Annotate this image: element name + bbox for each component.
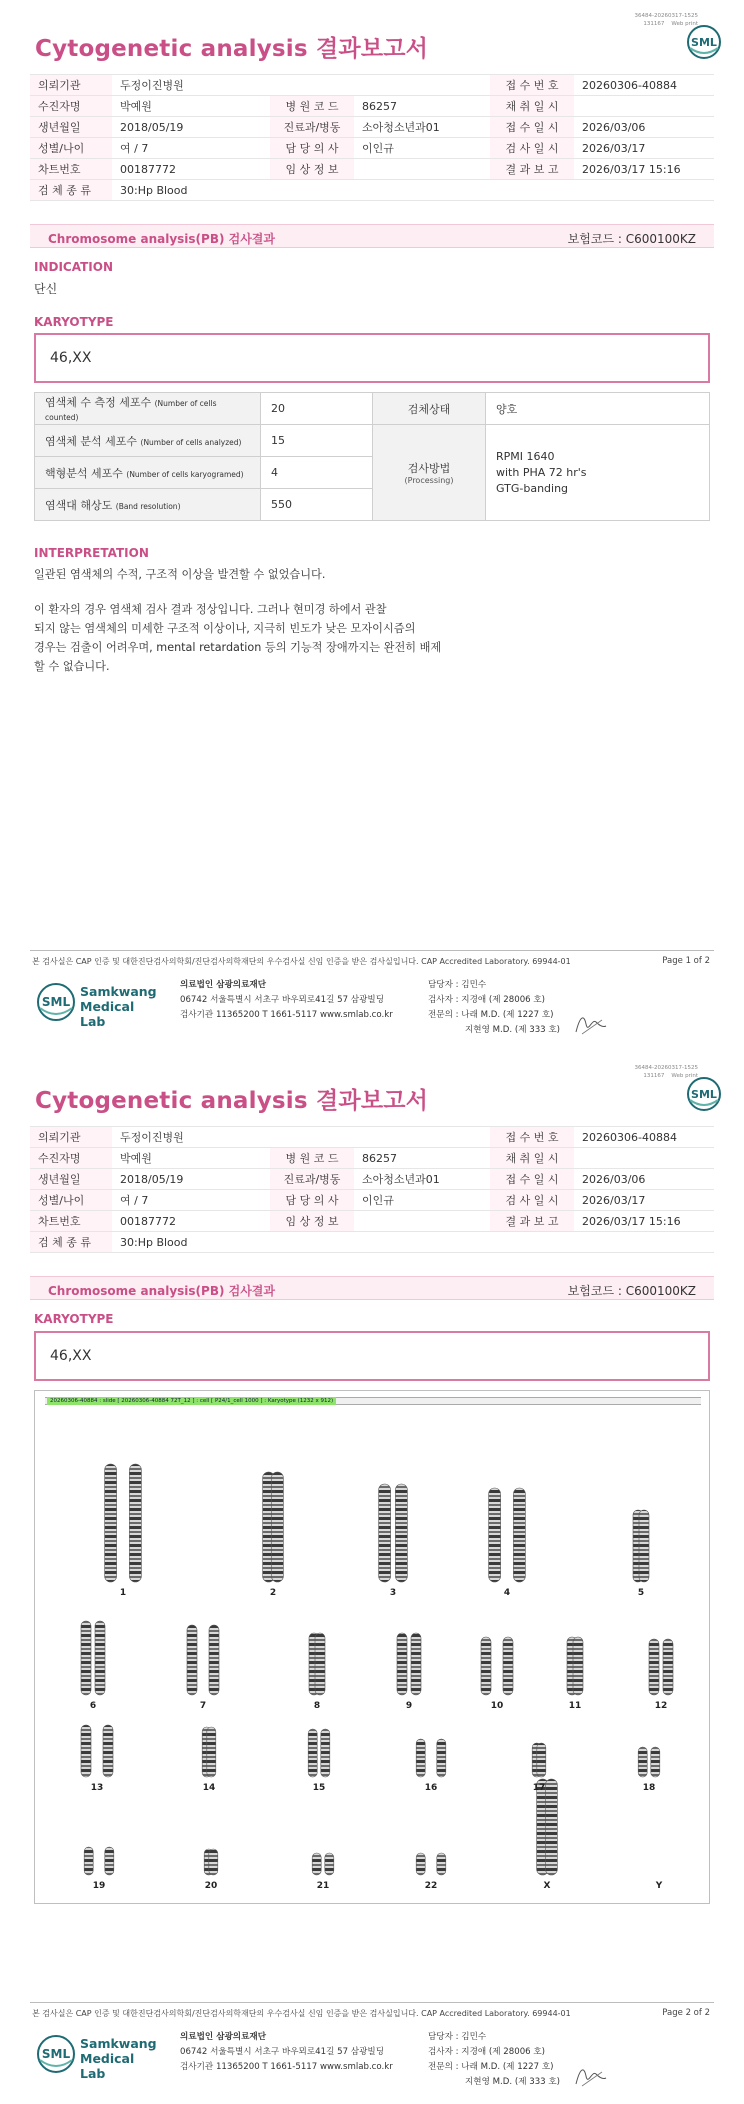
chromosome-22-chromatid-1 (416, 1853, 425, 1875)
insurance-code: 보험코드 : C600100KZ (567, 1284, 696, 1298)
karyotype-heading: KARYOTYPE (34, 315, 114, 329)
chromosome-14-chromatid-2 (207, 1727, 216, 1777)
chromosome-label-15: 15 (312, 1783, 326, 1793)
karyotype-value: 46,XX (50, 350, 92, 366)
chromosome-19-chromatid-2 (105, 1847, 114, 1875)
receipt-no-label: 접 수 번 호 (490, 75, 574, 96)
chromosome-3-chromatid-2 (395, 1484, 407, 1582)
institution-value: 두정이진병원 (112, 75, 490, 96)
sex-age-value: 여 / 7 (112, 138, 270, 159)
samkwang-logo (36, 978, 157, 1029)
staff-info: 담당자 : 김민수 검사자 : 지경애 (제 28006 호) 전문의 : 나래 M.D. (제 1227 호) 지현영 M.D. (제 333 호) (428, 2032, 561, 2087)
collection-label: 채 취 일 시 (490, 1148, 574, 1169)
chromosome-label-X: X (543, 1881, 551, 1891)
chromosome-22-chromatid-2 (437, 1853, 446, 1875)
footer-divider (30, 950, 714, 951)
chromosome-label-4: 4 (503, 1588, 511, 1598)
chromosome-15-chromatid-1 (308, 1729, 317, 1777)
chromosome-12-chromatid-2 (663, 1639, 673, 1695)
report-value: 2026/03/17 15:16 (574, 1211, 714, 1232)
cells-analyzed-value: 15 (261, 425, 373, 457)
result-section-bar (30, 224, 714, 248)
sml-mark-icon (36, 2034, 76, 2074)
receipt-date-label: 접 수 일 시 (490, 117, 574, 138)
sml-logo (686, 24, 722, 60)
chromosome-10-chromatid-2 (503, 1637, 513, 1695)
chromosome-18-chromatid-2 (651, 1747, 660, 1777)
birth-value: 2018/05/19 (112, 1169, 270, 1190)
chromosome-12-chromatid-1 (649, 1639, 659, 1695)
chromosome-label-16: 16 (424, 1783, 438, 1793)
chromosome-label-17: 17 (532, 1783, 546, 1793)
chromosome-label-9: 9 (405, 1701, 413, 1711)
report-label: 결 과 보 고 (490, 159, 574, 180)
birth-label: 생년월일 (30, 117, 112, 138)
chromosome-label-14: 14 (202, 1783, 216, 1793)
chromosome-21-chromatid-2 (325, 1853, 334, 1875)
samkwang-logo (36, 2030, 157, 2081)
page-number: Page 1 of 2 (662, 956, 710, 966)
receipt-no-value: 20260306-40884 (574, 1127, 714, 1148)
page-number: Page 2 of 2 (662, 2008, 710, 2018)
collection-value (574, 96, 714, 117)
interpretation-summary: 일관된 염색체의 수적, 구조적 이상을 발견할 수 없었습니다. (34, 568, 326, 581)
chromosome-16-chromatid-2 (437, 1739, 446, 1777)
specimen-status-value: 양호 (486, 393, 710, 425)
chromosome-4-chromatid-1 (489, 1488, 501, 1582)
birth-label: 생년월일 (30, 1169, 112, 1190)
staff-info: 담당자 : 김민수 검사자 : 지경애 (제 28006 호) 전문의 : 나래 M.D. (제 1227 호) 지현영 M.D. (제 333 호) (428, 980, 561, 1035)
karyogram-image (34, 1390, 710, 1904)
doctor-value: 이인규 (354, 138, 490, 159)
patient-label: 수진자명 (30, 1148, 112, 1169)
receipt-date-value: 2026/03/06 (574, 1169, 714, 1190)
hospital-code-label: 병 원 코 드 (270, 96, 354, 117)
institution-label: 의뢰기관 (30, 75, 112, 96)
chromosome-label-11: 11 (568, 1701, 582, 1711)
method-label: 검사방법 (Processing) (373, 425, 486, 521)
clinical-label: 임 상 정 보 (270, 1211, 354, 1232)
dept-value: 소아청소년과01 (354, 1169, 490, 1190)
cells-counted-value: 20 (261, 393, 373, 425)
institution-value: 두정이진병원 (112, 1127, 490, 1148)
hospital-code-value: 86257 (354, 1148, 490, 1169)
karyotype-heading: KARYOTYPE (34, 1312, 114, 1326)
specimen-label: 검 체 종 류 (30, 1232, 112, 1253)
chromosome-2-chromatid-2 (271, 1472, 283, 1582)
patient-info-table (30, 74, 714, 201)
doctor-label: 담 당 의 사 (270, 1190, 354, 1211)
patient-value: 박예원 (112, 96, 270, 117)
dept-label: 진료과/병동 (270, 1169, 354, 1190)
chromosome-10-chromatid-1 (481, 1637, 491, 1695)
clinical-label: 임 상 정 보 (270, 159, 354, 180)
chromosome-11-chromatid-2 (573, 1637, 583, 1695)
chromosome-13-chromatid-1 (81, 1725, 91, 1777)
sex-age-label: 성별/나이 (30, 1190, 112, 1211)
chromosome-label-13: 13 (90, 1783, 104, 1793)
chromosome-6-chromatid-2 (95, 1621, 105, 1695)
svg-text:SML: SML (41, 995, 71, 1009)
dept-label: 진료과/병동 (270, 117, 354, 138)
clinical-value (354, 1211, 490, 1232)
cell-analysis-table (34, 392, 710, 521)
chromosome-1-chromatid-2 (129, 1464, 141, 1582)
chromosome-label-7: 7 (199, 1701, 207, 1711)
chromosome-label-21: 21 (316, 1881, 330, 1891)
chromosome-4-chromatid-2 (513, 1488, 525, 1582)
hospital-code-value: 86257 (354, 96, 490, 117)
interpretation-heading: INTERPRETATION (34, 546, 149, 560)
clinical-value (354, 159, 490, 180)
chart-value: 00187772 (112, 159, 270, 180)
chromosome-label-5: 5 (637, 1588, 645, 1598)
lab-name: Samkwang Medical Lab (80, 2036, 157, 2081)
indication-heading: INDICATION (34, 260, 113, 274)
chart-value: 00187772 (112, 1211, 270, 1232)
chromosome-7-chromatid-1 (187, 1625, 197, 1695)
institution-info: 의료법인 삼광의료재단 06742 서울특별시 서초구 바우뫼로41길 57 삼광빌딩 검사기관 11365200 T 1661-5117 www.smlab.co.kr (180, 980, 393, 1020)
chromosome-label-Y: Y (655, 1881, 663, 1891)
collection-label: 채 취 일 시 (490, 96, 574, 117)
dept-value: 소아청소년과01 (354, 117, 490, 138)
interpretation-text: 이 환자의 경우 염색체 검사 결과 정상입니다. 그러나 현미경 하에서 관찰 되지 않는 염색체의 미세한 구조적 이상이나, 지극히 빈도가 낮은 모자이시즘의 경우는 검출이 어려우며, mental retardation 등의 기능적 장애까지는 완전히 배제 할 수 없습니다. (34, 603, 442, 673)
specimen-status-label: 검체상태 (373, 393, 486, 425)
doctor-value: 이인규 (354, 1190, 490, 1211)
test-date-label: 검 사 일 시 (490, 1190, 574, 1211)
patient-label: 수진자명 (30, 96, 112, 117)
chart-label: 차트번호 (30, 1211, 112, 1232)
chromosome-label-8: 8 (313, 1701, 321, 1711)
result-section-bar (30, 1276, 714, 1300)
receipt-no-label: 접 수 번 호 (490, 1127, 574, 1148)
report-title: Cytogenetic analysis 결과보고서 (35, 1088, 429, 1114)
chromosome-15-chromatid-2 (321, 1729, 330, 1777)
chromosome-label-6: 6 (89, 1701, 97, 1711)
chromosome-20-chromatid-2 (209, 1849, 218, 1875)
chromosome-9-chromatid-1 (397, 1633, 407, 1695)
report-title: Cytogenetic analysis 결과보고서 (35, 36, 429, 62)
specimen-value: 30:Hp Blood (112, 1232, 714, 1253)
sml-mark-icon (36, 982, 76, 1022)
patient-info-table (30, 1126, 714, 1253)
birth-value: 2018/05/19 (112, 117, 270, 138)
institution-label: 의뢰기관 (30, 1127, 112, 1148)
footer-divider (30, 2002, 714, 2003)
chromosome-label-10: 10 (490, 1701, 504, 1711)
chromosome-label-12: 12 (654, 1701, 668, 1711)
chromosome-3-chromatid-1 (379, 1484, 391, 1582)
chromosome-X-chromatid-2 (545, 1779, 557, 1875)
report-label: 결 과 보 고 (490, 1211, 574, 1232)
chromosome-19-chromatid-1 (84, 1847, 93, 1875)
cells-karyogramed-value: 4 (261, 457, 373, 489)
cap-statement: 본 검사실은 CAP 인증 및 대한진단검사의학회/진단검사의학재단의 우수검사실 신임 인증을 받은 검사실입니다. CAP Accredited Laboratory. 69944-01 (32, 957, 571, 966)
method-value: RPMI 1640 with PHA 72 hr's GTG-banding (486, 425, 710, 521)
chromosome-label-19: 19 (92, 1881, 106, 1891)
lab-name: Samkwang Medical Lab (80, 984, 157, 1029)
sml-logo (686, 1076, 722, 1112)
chromosome-label-2: 2 (269, 1588, 277, 1598)
karyotype-box (34, 333, 710, 383)
karyogram-chromosomes (35, 1391, 711, 1905)
chromosome-label-20: 20 (204, 1881, 218, 1891)
chromosome-21-chromatid-1 (312, 1853, 321, 1875)
signature (572, 2062, 608, 2090)
chromosome-13-chromatid-2 (103, 1725, 113, 1777)
receipt-no-value: 20260306-40884 (574, 75, 714, 96)
cells-analyzed-label: 염색체 분석 세포수 (Number of cells analyzed) (35, 425, 261, 457)
band-resolution-label: 염색대 해상도 (Band resolution) (35, 489, 261, 521)
chromosome-5-chromatid-2 (639, 1510, 649, 1582)
karyotype-value: 46,XX (50, 1348, 92, 1364)
hospital-code-label: 병 원 코 드 (270, 1148, 354, 1169)
result-section-title: Chromosome analysis(PB) 검사결과 (48, 232, 275, 246)
institution-info: 의료법인 삼광의료재단 06742 서울특별시 서초구 바우뫼로41길 57 삼광빌딩 검사기관 11365200 T 1661-5117 www.smlab.co.kr (180, 2032, 393, 2072)
indication-text: 단신 (34, 282, 58, 296)
result-section-title: Chromosome analysis(PB) 검사결과 (48, 1284, 275, 1298)
cells-karyogramed-label: 핵형분석 세포수 (Number of cells karyogramed) (35, 457, 261, 489)
specimen-value: 30:Hp Blood (112, 180, 714, 201)
insurance-code: 보험코드 : C600100KZ (567, 232, 696, 246)
karyotype-box (34, 1331, 710, 1381)
specimen-label: 검 체 종 류 (30, 180, 112, 201)
band-resolution-value: 550 (261, 489, 373, 521)
receipt-date-value: 2026/03/06 (574, 117, 714, 138)
cells-counted-label: 염색체 수 측정 세포수 (Number of cells counted) (35, 393, 261, 425)
karyogram-caption: 20260306-40884 : slide [ 20260306-40884 72T_12 ] : cell [ P24/1_cell 1000 ] : Karyotype (1232 x 912) (47, 1397, 336, 1405)
sex-age-label: 성별/나이 (30, 138, 112, 159)
chart-label: 차트번호 (30, 159, 112, 180)
doctor-label: 담 당 의 사 (270, 138, 354, 159)
patient-value: 박예원 (112, 1148, 270, 1169)
test-date-value: 2026/03/17 (574, 1190, 714, 1211)
test-date-label: 검 사 일 시 (490, 138, 574, 159)
document-code: 36484-20260317-1525 131167 Web print (634, 13, 698, 27)
collection-value (574, 1148, 714, 1169)
chromosome-label-3: 3 (389, 1588, 397, 1598)
chromosome-16-chromatid-1 (416, 1739, 425, 1777)
chromosome-17-chromatid-2 (537, 1743, 546, 1777)
chromosome-8-chromatid-2 (315, 1633, 325, 1695)
chromosome-label-22: 22 (424, 1881, 438, 1891)
chromosome-6-chromatid-1 (81, 1621, 91, 1695)
chromosome-18-chromatid-1 (638, 1747, 647, 1777)
document-code: 36484-20260317-1525 131167 Web print (634, 1065, 698, 1079)
chromosome-7-chromatid-2 (209, 1625, 219, 1695)
chromosome-label-18: 18 (642, 1783, 656, 1793)
chromosome-1-chromatid-1 (105, 1464, 117, 1582)
chromosome-label-1: 1 (119, 1588, 127, 1598)
report-value: 2026/03/17 15:16 (574, 159, 714, 180)
svg-text:SML: SML (691, 1088, 717, 1101)
receipt-date-label: 접 수 일 시 (490, 1169, 574, 1190)
signature (572, 1010, 608, 1038)
svg-text:SML: SML (41, 2047, 71, 2061)
test-date-value: 2026/03/17 (574, 138, 714, 159)
chromosome-9-chromatid-2 (411, 1633, 421, 1695)
cap-statement: 본 검사실은 CAP 인증 및 대한진단검사의학회/진단검사의학재단의 우수검사실 신임 인증을 받은 검사실입니다. CAP Accredited Laboratory. 69944-01 (32, 2009, 571, 2018)
svg-text:SML: SML (691, 36, 717, 49)
sex-age-value: 여 / 7 (112, 1190, 270, 1211)
